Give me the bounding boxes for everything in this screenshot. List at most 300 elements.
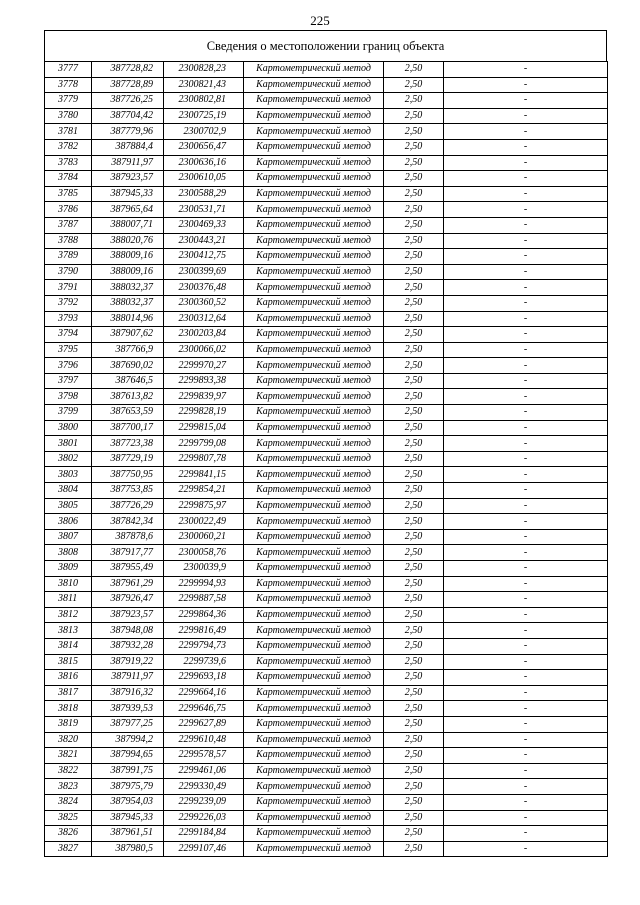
point-number-cell: 3808 <box>45 545 92 561</box>
point-number-cell: 3810 <box>45 576 92 592</box>
x-coordinate-cell: 388032,37 <box>92 295 164 311</box>
description-cell: - <box>444 826 608 842</box>
point-number-cell: 3821 <box>45 748 92 764</box>
x-coordinate-cell: 387878,6 <box>92 529 164 545</box>
accuracy-cell: 2,50 <box>384 670 444 686</box>
point-number-cell: 3778 <box>45 77 92 93</box>
accuracy-cell: 2,50 <box>384 654 444 670</box>
y-coordinate-cell: 2300469,33 <box>164 217 244 233</box>
method-cell: Картометрический метод <box>244 77 384 93</box>
x-coordinate-cell: 388007,71 <box>92 217 164 233</box>
point-number-cell: 3807 <box>45 529 92 545</box>
x-coordinate-cell: 387939,53 <box>92 701 164 717</box>
point-number-cell: 3780 <box>45 108 92 124</box>
x-coordinate-cell: 387653,59 <box>92 405 164 421</box>
x-coordinate-cell: 387728,82 <box>92 62 164 78</box>
y-coordinate-cell: 2300802,81 <box>164 93 244 109</box>
accuracy-cell: 2,50 <box>384 467 444 483</box>
table-row <box>45 826 608 842</box>
table-row <box>45 171 608 187</box>
accuracy-cell: 2,50 <box>384 358 444 374</box>
x-coordinate-cell: 387994,65 <box>92 748 164 764</box>
table-row <box>45 638 608 654</box>
y-coordinate-cell: 2300360,52 <box>164 295 244 311</box>
y-coordinate-cell: 2299875,97 <box>164 498 244 514</box>
x-coordinate-cell: 387907,62 <box>92 327 164 343</box>
description-cell: - <box>444 685 608 701</box>
table-row <box>45 342 608 358</box>
point-number-cell: 3793 <box>45 311 92 327</box>
x-coordinate-cell: 388020,76 <box>92 233 164 249</box>
point-number-cell: 3806 <box>45 514 92 530</box>
accuracy-cell: 2,50 <box>384 202 444 218</box>
y-coordinate-cell: 2299864,36 <box>164 607 244 623</box>
point-number-cell: 3800 <box>45 420 92 436</box>
method-cell: Картометрический метод <box>244 779 384 795</box>
point-number-cell: 3827 <box>45 841 92 857</box>
description-cell: - <box>444 342 608 358</box>
accuracy-cell: 2,50 <box>384 810 444 826</box>
description-cell: - <box>444 436 608 452</box>
point-number-cell: 3826 <box>45 826 92 842</box>
table-row <box>45 373 608 389</box>
method-cell: Картометрический метод <box>244 217 384 233</box>
x-coordinate-cell: 387955,49 <box>92 561 164 577</box>
x-coordinate-cell: 387961,51 <box>92 826 164 842</box>
method-cell: Картометрический метод <box>244 108 384 124</box>
description-cell: - <box>444 576 608 592</box>
y-coordinate-cell: 2299839,97 <box>164 389 244 405</box>
method-cell: Картометрический метод <box>244 264 384 280</box>
x-coordinate-cell: 387923,57 <box>92 171 164 187</box>
table-title: Сведения о местоположении границ объекта <box>44 30 607 61</box>
accuracy-cell: 2,50 <box>384 405 444 421</box>
coordinates-table <box>44 61 608 857</box>
point-number-cell: 3818 <box>45 701 92 717</box>
accuracy-cell: 2,50 <box>384 529 444 545</box>
point-number-cell: 3785 <box>45 186 92 202</box>
description-cell: - <box>444 389 608 405</box>
x-coordinate-cell: 387704,42 <box>92 108 164 124</box>
description-cell: - <box>444 732 608 748</box>
method-cell: Картометрический метод <box>244 670 384 686</box>
table-row <box>45 124 608 140</box>
description-cell: - <box>444 202 608 218</box>
table-row <box>45 77 608 93</box>
method-cell: Картометрический метод <box>244 436 384 452</box>
point-number-cell: 3792 <box>45 295 92 311</box>
method-cell: Картометрический метод <box>244 483 384 499</box>
accuracy-cell: 2,50 <box>384 186 444 202</box>
table-row <box>45 498 608 514</box>
accuracy-cell: 2,50 <box>384 638 444 654</box>
point-number-cell: 3795 <box>45 342 92 358</box>
table-row <box>45 841 608 857</box>
point-number-cell: 3796 <box>45 358 92 374</box>
method-cell: Картометрический метод <box>244 794 384 810</box>
y-coordinate-cell: 2300531,71 <box>164 202 244 218</box>
x-coordinate-cell: 387917,77 <box>92 545 164 561</box>
x-coordinate-cell: 387750,95 <box>92 467 164 483</box>
x-coordinate-cell: 387975,79 <box>92 779 164 795</box>
y-coordinate-cell: 2300203,84 <box>164 327 244 343</box>
description-cell: - <box>444 217 608 233</box>
method-cell: Картометрический метод <box>244 623 384 639</box>
x-coordinate-cell: 387919,22 <box>92 654 164 670</box>
method-cell: Картометрический метод <box>244 826 384 842</box>
y-coordinate-cell: 2299578,57 <box>164 748 244 764</box>
accuracy-cell: 2,50 <box>384 794 444 810</box>
table-row <box>45 748 608 764</box>
description-cell: - <box>444 483 608 499</box>
x-coordinate-cell: 387977,25 <box>92 716 164 732</box>
description-cell: - <box>444 841 608 857</box>
method-cell: Картометрический метод <box>244 93 384 109</box>
accuracy-cell: 2,50 <box>384 327 444 343</box>
table-row <box>45 529 608 545</box>
y-coordinate-cell: 2299854,21 <box>164 483 244 499</box>
y-coordinate-cell: 2299461,06 <box>164 763 244 779</box>
description-cell: - <box>444 498 608 514</box>
description-cell: - <box>444 716 608 732</box>
point-number-cell: 3798 <box>45 389 92 405</box>
point-number-cell: 3783 <box>45 155 92 171</box>
coordinates-table-body <box>45 62 608 857</box>
y-coordinate-cell: 2300610,05 <box>164 171 244 187</box>
accuracy-cell: 2,50 <box>384 62 444 78</box>
method-cell: Картометрический метод <box>244 62 384 78</box>
x-coordinate-cell: 388032,37 <box>92 280 164 296</box>
point-number-cell: 3819 <box>45 716 92 732</box>
x-coordinate-cell: 387753,85 <box>92 483 164 499</box>
table-row <box>45 62 608 78</box>
method-cell: Картометрический метод <box>244 342 384 358</box>
description-cell: - <box>444 124 608 140</box>
x-coordinate-cell: 387723,38 <box>92 436 164 452</box>
description-cell: - <box>444 139 608 155</box>
x-coordinate-cell: 388009,16 <box>92 264 164 280</box>
accuracy-cell: 2,50 <box>384 826 444 842</box>
method-cell: Картометрический метод <box>244 233 384 249</box>
y-coordinate-cell: 2300656,47 <box>164 139 244 155</box>
accuracy-cell: 2,50 <box>384 108 444 124</box>
description-cell: - <box>444 467 608 483</box>
method-cell: Картометрический метод <box>244 202 384 218</box>
table-row <box>45 561 608 577</box>
x-coordinate-cell: 387726,25 <box>92 93 164 109</box>
method-cell: Картометрический метод <box>244 295 384 311</box>
description-cell: - <box>444 171 608 187</box>
accuracy-cell: 2,50 <box>384 389 444 405</box>
description-cell: - <box>444 373 608 389</box>
accuracy-cell: 2,50 <box>384 748 444 764</box>
point-number-cell: 3825 <box>45 810 92 826</box>
table-row <box>45 623 608 639</box>
point-number-cell: 3786 <box>45 202 92 218</box>
x-coordinate-cell: 387884,4 <box>92 139 164 155</box>
y-coordinate-cell: 2299887,58 <box>164 592 244 608</box>
point-number-cell: 3815 <box>45 654 92 670</box>
accuracy-cell: 2,50 <box>384 592 444 608</box>
x-coordinate-cell: 387700,17 <box>92 420 164 436</box>
description-cell: - <box>444 561 608 577</box>
accuracy-cell: 2,50 <box>384 249 444 265</box>
description-cell: - <box>444 670 608 686</box>
point-number-cell: 3789 <box>45 249 92 265</box>
method-cell: Картометрический метод <box>244 732 384 748</box>
method-cell: Картометрический метод <box>244 716 384 732</box>
table-row <box>45 264 608 280</box>
description-cell: - <box>444 529 608 545</box>
description-cell: - <box>444 545 608 561</box>
description-cell: - <box>444 327 608 343</box>
accuracy-cell: 2,50 <box>384 93 444 109</box>
point-number-cell: 3822 <box>45 763 92 779</box>
point-number-cell: 3813 <box>45 623 92 639</box>
method-cell: Картометрический метод <box>244 514 384 530</box>
description-cell: - <box>444 233 608 249</box>
y-coordinate-cell: 2299994,93 <box>164 576 244 592</box>
x-coordinate-cell: 387954,03 <box>92 794 164 810</box>
accuracy-cell: 2,50 <box>384 233 444 249</box>
y-coordinate-cell: 2300060,21 <box>164 529 244 545</box>
description-cell: - <box>444 108 608 124</box>
method-cell: Картометрический метод <box>244 358 384 374</box>
point-number-cell: 3784 <box>45 171 92 187</box>
y-coordinate-cell: 2299226,03 <box>164 810 244 826</box>
y-coordinate-cell: 2300412,75 <box>164 249 244 265</box>
accuracy-cell: 2,50 <box>384 576 444 592</box>
accuracy-cell: 2,50 <box>384 483 444 499</box>
method-cell: Картометрический метод <box>244 638 384 654</box>
table-row <box>45 592 608 608</box>
x-coordinate-cell: 387911,97 <box>92 155 164 171</box>
y-coordinate-cell: 2299816,49 <box>164 623 244 639</box>
table-row <box>45 779 608 795</box>
method-cell: Картометрический метод <box>244 186 384 202</box>
accuracy-cell: 2,50 <box>384 514 444 530</box>
method-cell: Картометрический метод <box>244 155 384 171</box>
y-coordinate-cell: 2299664,16 <box>164 685 244 701</box>
method-cell: Картометрический метод <box>244 451 384 467</box>
method-cell: Картометрический метод <box>244 701 384 717</box>
y-coordinate-cell: 2299739,6 <box>164 654 244 670</box>
method-cell: Картометрический метод <box>244 498 384 514</box>
y-coordinate-cell: 2299627,89 <box>164 716 244 732</box>
table-row <box>45 716 608 732</box>
point-number-cell: 3782 <box>45 139 92 155</box>
point-number-cell: 3816 <box>45 670 92 686</box>
x-coordinate-cell: 387932,28 <box>92 638 164 654</box>
point-number-cell: 3824 <box>45 794 92 810</box>
x-coordinate-cell: 387613,82 <box>92 389 164 405</box>
x-coordinate-cell: 387646,5 <box>92 373 164 389</box>
x-coordinate-cell: 387766,9 <box>92 342 164 358</box>
y-coordinate-cell: 2299828,19 <box>164 405 244 421</box>
boundary-sheet <box>44 30 607 857</box>
accuracy-cell: 2,50 <box>384 545 444 561</box>
description-cell: - <box>444 623 608 639</box>
table-row <box>45 217 608 233</box>
x-coordinate-cell: 387945,33 <box>92 186 164 202</box>
table-row <box>45 93 608 109</box>
point-number-cell: 3797 <box>45 373 92 389</box>
y-coordinate-cell: 2299693,18 <box>164 670 244 686</box>
y-coordinate-cell: 2299841,15 <box>164 467 244 483</box>
method-cell: Картометрический метод <box>244 654 384 670</box>
point-number-cell: 3814 <box>45 638 92 654</box>
accuracy-cell: 2,50 <box>384 498 444 514</box>
accuracy-cell: 2,50 <box>384 124 444 140</box>
x-coordinate-cell: 388014,96 <box>92 311 164 327</box>
description-cell: - <box>444 420 608 436</box>
method-cell: Картометрический метод <box>244 748 384 764</box>
point-number-cell: 3811 <box>45 592 92 608</box>
description-cell: - <box>444 405 608 421</box>
point-number-cell: 3809 <box>45 561 92 577</box>
table-row <box>45 607 608 623</box>
accuracy-cell: 2,50 <box>384 841 444 857</box>
point-number-cell: 3777 <box>45 62 92 78</box>
description-cell: - <box>444 451 608 467</box>
accuracy-cell: 2,50 <box>384 451 444 467</box>
y-coordinate-cell: 2300725,19 <box>164 108 244 124</box>
x-coordinate-cell: 387948,08 <box>92 623 164 639</box>
description-cell: - <box>444 779 608 795</box>
point-number-cell: 3823 <box>45 779 92 795</box>
method-cell: Картометрический метод <box>244 529 384 545</box>
description-cell: - <box>444 748 608 764</box>
y-coordinate-cell: 2299799,08 <box>164 436 244 452</box>
description-cell: - <box>444 701 608 717</box>
point-number-cell: 3790 <box>45 264 92 280</box>
accuracy-cell: 2,50 <box>384 561 444 577</box>
x-coordinate-cell: 387779,96 <box>92 124 164 140</box>
table-row <box>45 389 608 405</box>
table-row <box>45 311 608 327</box>
description-cell: - <box>444 264 608 280</box>
description-cell: - <box>444 592 608 608</box>
y-coordinate-cell: 2300022,49 <box>164 514 244 530</box>
table-row <box>45 810 608 826</box>
description-cell: - <box>444 186 608 202</box>
point-number-cell: 3803 <box>45 467 92 483</box>
table-row <box>45 483 608 499</box>
x-coordinate-cell: 387926,47 <box>92 592 164 608</box>
table-row <box>45 763 608 779</box>
x-coordinate-cell: 387729,19 <box>92 451 164 467</box>
point-number-cell: 3779 <box>45 93 92 109</box>
table-row <box>45 514 608 530</box>
description-cell: - <box>444 358 608 374</box>
method-cell: Картометрический метод <box>244 607 384 623</box>
accuracy-cell: 2,50 <box>384 685 444 701</box>
point-number-cell: 3820 <box>45 732 92 748</box>
accuracy-cell: 2,50 <box>384 217 444 233</box>
method-cell: Картометрический метод <box>244 171 384 187</box>
table-row <box>45 670 608 686</box>
accuracy-cell: 2,50 <box>384 779 444 795</box>
table-row <box>45 685 608 701</box>
point-number-cell: 3801 <box>45 436 92 452</box>
table-row <box>45 654 608 670</box>
y-coordinate-cell: 2300636,16 <box>164 155 244 171</box>
point-number-cell: 3787 <box>45 217 92 233</box>
table-row <box>45 155 608 171</box>
method-cell: Картометрический метод <box>244 327 384 343</box>
accuracy-cell: 2,50 <box>384 420 444 436</box>
point-number-cell: 3802 <box>45 451 92 467</box>
table-row <box>45 701 608 717</box>
description-cell: - <box>444 295 608 311</box>
description-cell: - <box>444 155 608 171</box>
x-coordinate-cell: 387726,29 <box>92 498 164 514</box>
y-coordinate-cell: 2299794,73 <box>164 638 244 654</box>
point-number-cell: 3817 <box>45 685 92 701</box>
method-cell: Картометрический метод <box>244 841 384 857</box>
method-cell: Картометрический метод <box>244 467 384 483</box>
x-coordinate-cell: 387923,57 <box>92 607 164 623</box>
y-coordinate-cell: 2300828,23 <box>164 62 244 78</box>
y-coordinate-cell: 2299184,84 <box>164 826 244 842</box>
y-coordinate-cell: 2300443,21 <box>164 233 244 249</box>
point-number-cell: 3788 <box>45 233 92 249</box>
table-row <box>45 327 608 343</box>
table-row <box>45 436 608 452</box>
x-coordinate-cell: 387965,64 <box>92 202 164 218</box>
accuracy-cell: 2,50 <box>384 311 444 327</box>
method-cell: Картометрический метод <box>244 576 384 592</box>
accuracy-cell: 2,50 <box>384 155 444 171</box>
point-number-cell: 3781 <box>45 124 92 140</box>
method-cell: Картометрический метод <box>244 389 384 405</box>
method-cell: Картометрический метод <box>244 124 384 140</box>
y-coordinate-cell: 2300399,69 <box>164 264 244 280</box>
point-number-cell: 3804 <box>45 483 92 499</box>
description-cell: - <box>444 654 608 670</box>
y-coordinate-cell: 2299815,04 <box>164 420 244 436</box>
point-number-cell: 3794 <box>45 327 92 343</box>
table-row <box>45 358 608 374</box>
description-cell: - <box>444 311 608 327</box>
accuracy-cell: 2,50 <box>384 342 444 358</box>
table-row <box>45 405 608 421</box>
table-row <box>45 186 608 202</box>
method-cell: Картометрический метод <box>244 405 384 421</box>
y-coordinate-cell: 2300066,02 <box>164 342 244 358</box>
x-coordinate-cell: 387690,02 <box>92 358 164 374</box>
description-cell: - <box>444 514 608 530</box>
x-coordinate-cell: 388009,16 <box>92 249 164 265</box>
description-cell: - <box>444 93 608 109</box>
method-cell: Картометрический метод <box>244 249 384 265</box>
accuracy-cell: 2,50 <box>384 280 444 296</box>
table-row <box>45 295 608 311</box>
x-coordinate-cell: 387916,32 <box>92 685 164 701</box>
description-cell: - <box>444 607 608 623</box>
description-cell: - <box>444 810 608 826</box>
x-coordinate-cell: 387961,29 <box>92 576 164 592</box>
table-row <box>45 202 608 218</box>
accuracy-cell: 2,50 <box>384 436 444 452</box>
description-cell: - <box>444 794 608 810</box>
table-row <box>45 467 608 483</box>
table-row <box>45 280 608 296</box>
method-cell: Картометрический метод <box>244 763 384 779</box>
table-row <box>45 108 608 124</box>
x-coordinate-cell: 387980,5 <box>92 841 164 857</box>
table-row <box>45 233 608 249</box>
